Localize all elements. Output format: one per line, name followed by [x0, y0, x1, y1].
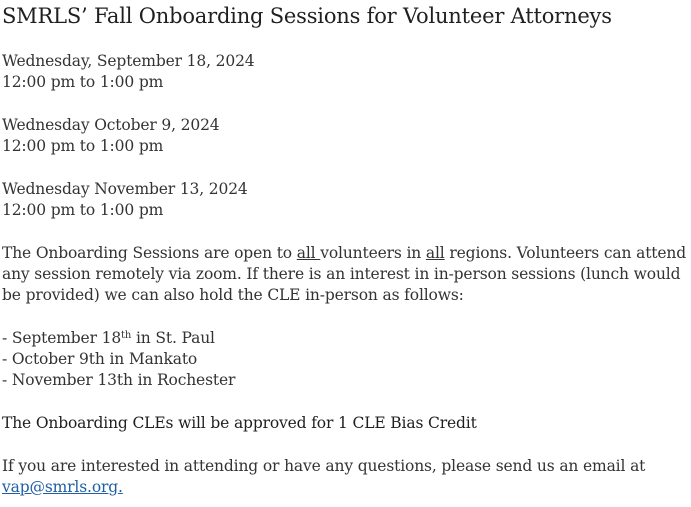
session-time: 12:00 pm to 1:00 pm [2, 137, 164, 156]
document-page [2, 0, 690, 498]
list-item [2, 328, 690, 349]
list-item-text: in St. Paul [131, 328, 215, 347]
list-item: - November 13th in Rochester [2, 371, 236, 390]
ordinal-suffix: th [121, 329, 132, 341]
session-date: Wednesday, September 18, 2024 [2, 52, 255, 70]
contact-text: If you are interested in attending or have any questions, please send us an email at [2, 456, 646, 475]
spacer [2, 392, 690, 413]
list-item-text: - September 18 [2, 328, 122, 347]
info-line-1 [2, 243, 690, 264]
cle-note: The Onboarding CLEs will be approved for 1 CLE Bias Credit [2, 414, 477, 433]
spacer [2, 31, 690, 51]
in-person-list [2, 328, 690, 392]
contact-block [2, 456, 690, 499]
info-text: volunteers in [320, 243, 426, 262]
info-line-3: be provided) we can also hold the CLE in-person as follows: [2, 286, 464, 305]
session-block-3 [2, 179, 690, 222]
session-date: Wednesday November 13, 2024 [2, 179, 248, 198]
info-line-2: any session remotely via zoom. If there is an interest in in-person sessions (lunch would [2, 264, 681, 283]
session-time: 12:00 pm to 1:00 pm [2, 201, 164, 220]
spacer [2, 157, 690, 178]
info-paragraph [2, 243, 690, 307]
underlined-word: all [425, 243, 445, 262]
page-title: SMRLS’ Fall Onboarding Sessions for Volunteer Attorneys [2, 4, 612, 28]
session-date: Wednesday October 9, 2024 [2, 115, 220, 134]
spacer [2, 221, 690, 242]
spacer [2, 94, 690, 115]
session-time: 12:00 pm to 1:00 pm [2, 73, 164, 92]
info-text: regions. Volunteers can attend [444, 243, 686, 262]
spacer [2, 434, 690, 455]
underlined-word: all [296, 243, 321, 262]
list-item: - October 9th in Mankato [2, 350, 198, 369]
email-link[interactable]: vap@smrls.org. [2, 477, 123, 496]
spacer [2, 307, 690, 328]
info-text: The Onboarding Sessions are open to [2, 243, 297, 262]
session-block-1 [2, 51, 690, 94]
session-block-2 [2, 115, 690, 158]
